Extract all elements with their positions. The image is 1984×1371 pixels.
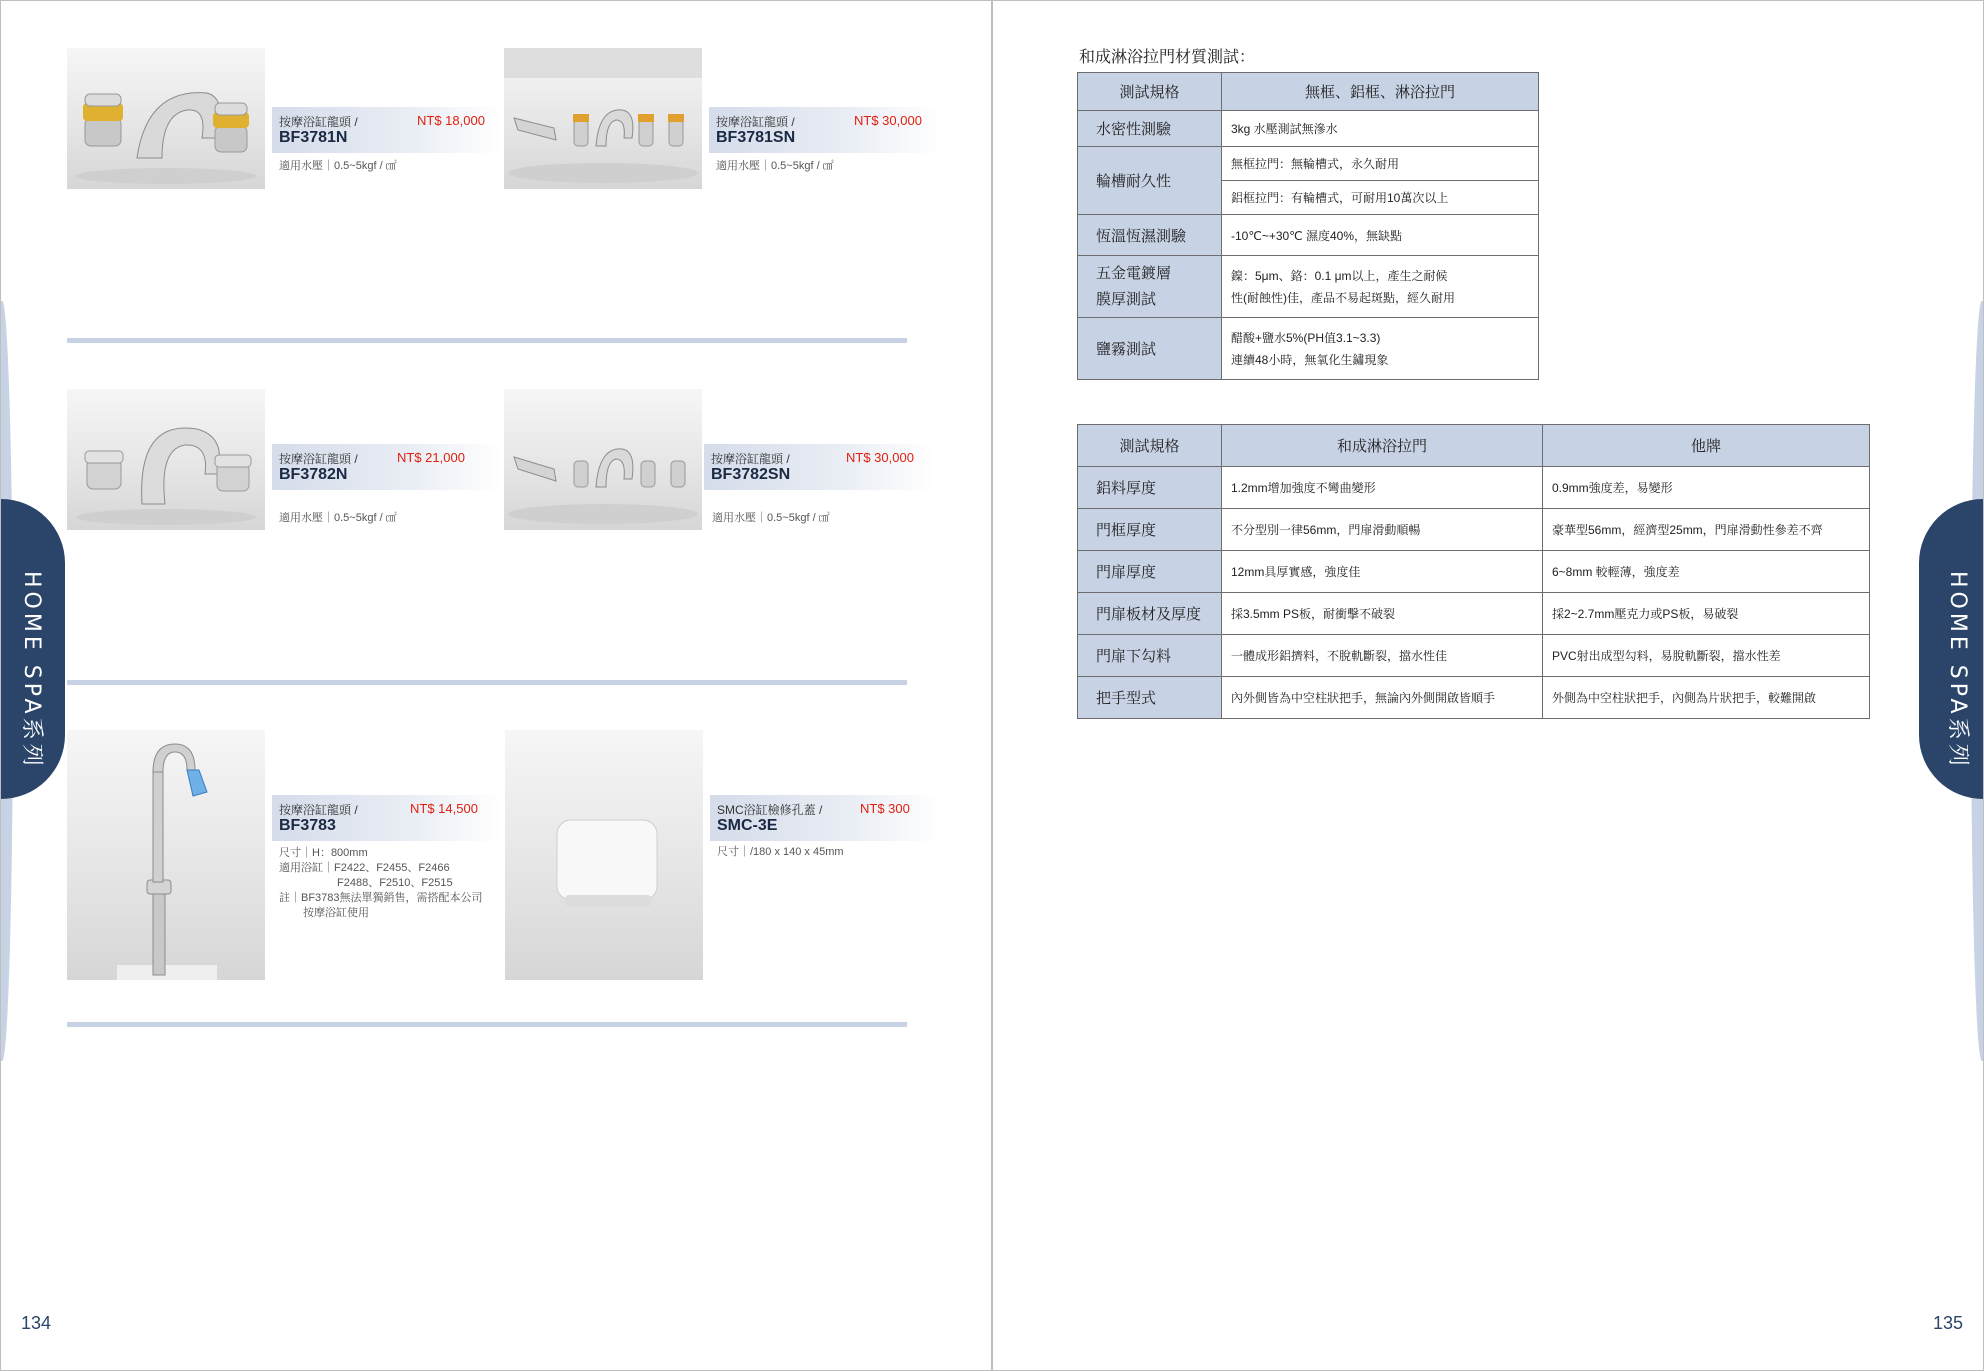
cover-illustration: [505, 730, 703, 980]
product-spec: [717, 845, 844, 860]
value-line: 性(耐蝕性)佳，產品不易起斑點，經久耐用: [1231, 290, 1455, 305]
ours-value: 1.2mm增加強度不彎曲變形: [1222, 467, 1543, 509]
spec-line: 適用水壓｜0.5~5kgf / ㎠: [716, 160, 834, 172]
table-row: [1078, 318, 1539, 380]
product-title-band: [272, 795, 502, 841]
section-divider: [67, 680, 907, 685]
header-cell: 測試規格: [1078, 425, 1222, 467]
row-value: [1222, 256, 1539, 318]
row-label: [1078, 256, 1222, 318]
row-label: 水密性測驗: [1078, 111, 1222, 147]
product-spec: [279, 846, 483, 921]
faucet-illustration: [67, 48, 265, 189]
product-price: NT$ 30,000: [846, 450, 914, 465]
header-cell: 測試規格: [1078, 73, 1222, 111]
row-label: 門扉下勾料: [1078, 635, 1222, 677]
spec-line: 尺寸｜/180 x 140 x 45mm: [717, 846, 844, 858]
product-image: [67, 48, 265, 189]
page-number-right: 135: [1932, 1313, 1963, 1333]
header-cell: 無框、鋁框、淋浴拉門: [1222, 73, 1539, 111]
side-label-right: HOME SPA系列: [1945, 571, 1970, 770]
product-price: NT$ 300: [860, 801, 910, 816]
header-cell: 他牌: [1543, 425, 1870, 467]
table-row: [1078, 509, 1870, 551]
other-value: 0.9mm強度差，易變形: [1543, 467, 1870, 509]
value-line: 連續48小時，無氧化生鏽現象: [1231, 352, 1389, 367]
product-title-band: [272, 107, 502, 153]
spec-line: F2488、F2510、F2515: [337, 877, 453, 889]
faucet-set-illustration: [504, 389, 702, 530]
ours-value: 12mm具厚實感，強度佳: [1222, 551, 1543, 593]
product-model: BF3781N: [279, 129, 348, 146]
row-value: -10℃~+30℃ 濕度40%，無缺點: [1222, 215, 1539, 256]
value-line: 醋酸+鹽水5%(PH值3.1~3.3): [1231, 330, 1381, 345]
product-spec: [279, 159, 397, 174]
spout-illustration: [67, 730, 265, 980]
value-line: 鎳：5μm、鉻：0.1 μm以上，產生之耐候: [1231, 268, 1448, 283]
product-title-band: [704, 444, 934, 490]
product-category: 按摩浴缸龍頭 /: [716, 115, 795, 129]
row-label: 門扉板材及厚度: [1078, 593, 1222, 635]
material-test-table: [1077, 72, 1539, 380]
product-title-band: [710, 795, 940, 841]
side-label-left: HOME SPA系列: [19, 571, 44, 770]
spec-line: 註｜BF3783無法單獨銷售，需搭配本公司: [279, 892, 483, 904]
row-label: 門扉厚度: [1078, 551, 1222, 593]
table-header-row: [1078, 425, 1870, 467]
table-header-row: [1078, 73, 1539, 111]
ours-value: 一體成形鋁擠料，不脫軌斷裂，擋水性佳: [1222, 635, 1543, 677]
other-value: 6~8mm 較輕薄，強度差: [1543, 551, 1870, 593]
section-divider: [67, 1022, 907, 1027]
page-number-left: 134: [21, 1313, 52, 1333]
product-spec: [712, 511, 830, 526]
row-label: 輪槽耐久性: [1078, 147, 1222, 215]
product-title-band: [709, 107, 939, 153]
other-value: 外側為中空柱狀把手，內側為片狀把手，較難開啟: [1543, 677, 1870, 719]
other-value: PVC射出成型勾料，易脫軌斷裂，擋水性差: [1543, 635, 1870, 677]
spec-line: 尺寸｜H：800mm: [279, 847, 368, 859]
product-category: SMC浴缸檢修孔蓋 /: [717, 803, 823, 817]
spec-line: 適用水壓｜0.5~5kgf / ㎠: [279, 160, 397, 172]
spec-line: 適用水壓｜0.5~5kgf / ㎠: [712, 512, 830, 524]
row-label: 門框厚度: [1078, 509, 1222, 551]
header-cell: 和成淋浴拉門: [1222, 425, 1543, 467]
product-model: BF3783: [279, 817, 336, 834]
product-model: BF3782N: [279, 466, 348, 483]
product-title-band: [272, 444, 502, 490]
product-spec: [716, 159, 834, 174]
table-row: [1078, 635, 1870, 677]
table-row: [1078, 215, 1539, 256]
brand-comparison-table: [1077, 424, 1870, 719]
other-value: 採2~2.7mm壓克力或PS板，易破裂: [1543, 593, 1870, 635]
row-value: 無框拉門：無輪槽式，永久耐用: [1222, 147, 1539, 181]
row-value: 鋁框拉門：有輪槽式，可耐用10萬次以上: [1222, 181, 1539, 215]
table-row: [1078, 677, 1870, 719]
product-model: BF3782SN: [711, 466, 791, 483]
product-price: NT$ 18,000: [417, 113, 485, 128]
spec-line: 適用浴缸｜F2422、F2455、F2466: [279, 862, 450, 874]
product-spec: [279, 511, 397, 526]
product-category: 按摩浴缸龍頭 /: [279, 115, 358, 129]
row-value: 3kg 水壓測試無滲水: [1222, 111, 1539, 147]
product-image: [67, 730, 265, 980]
table-row: [1078, 593, 1870, 635]
ours-value: 內外側皆為中空柱狀把手，無論內外側開啟皆順手: [1222, 677, 1543, 719]
table-row: [1078, 467, 1870, 509]
product-category: 按摩浴缸龍頭 /: [279, 803, 358, 817]
ours-value: 不分型別一律56mm，門扉滑動順暢: [1222, 509, 1543, 551]
label-line: 膜厚測試: [1096, 290, 1157, 308]
section-divider: [67, 338, 907, 343]
product-price: NT$ 21,000: [397, 450, 465, 465]
row-value: [1222, 318, 1539, 380]
row-label: 鋁料厚度: [1078, 467, 1222, 509]
product-price: NT$ 30,000: [854, 113, 922, 128]
product-image: [504, 389, 702, 530]
spec-line: 按摩浴缸使用: [303, 907, 369, 919]
product-model: BF3781SN: [716, 129, 796, 146]
product-image: [67, 389, 265, 530]
spec-line: 適用水壓｜0.5~5kgf / ㎠: [279, 512, 397, 524]
product-image: [504, 48, 702, 189]
label-line: 五金電鍍層: [1096, 264, 1172, 282]
table-row: [1078, 256, 1539, 318]
product-image: [505, 730, 703, 980]
product-category: 按摩浴缸龍頭 /: [279, 452, 358, 466]
row-label: 把手型式: [1078, 677, 1222, 719]
ours-value: 採3.5mm PS板，耐衝擊不破裂: [1222, 593, 1543, 635]
table-row: [1078, 551, 1870, 593]
product-price: NT$ 14,500: [410, 801, 478, 816]
row-label: 恆溫恆濕測驗: [1078, 215, 1222, 256]
row-label: 鹽霧測試: [1078, 318, 1222, 380]
faucet-set-illustration: [504, 48, 702, 189]
other-value: 豪華型56mm，經濟型25mm，門扉滑動性參差不齊: [1543, 509, 1870, 551]
table-row: [1078, 147, 1539, 181]
product-model: SMC-3E: [717, 817, 778, 834]
product-category: 按摩浴缸龍頭 /: [711, 452, 790, 466]
faucet-illustration: [67, 389, 265, 530]
section-title: 和成淋浴拉門材質測試：: [1079, 49, 1256, 66]
table-row: [1078, 111, 1539, 147]
